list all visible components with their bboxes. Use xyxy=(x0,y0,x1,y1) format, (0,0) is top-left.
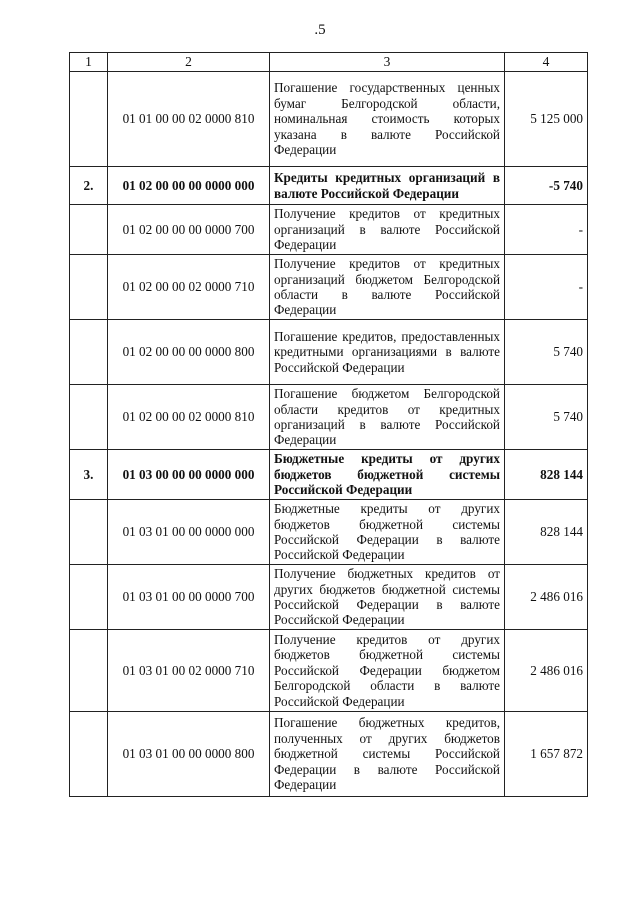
budget-code: 01 01 00 00 02 0000 810 xyxy=(108,72,270,167)
row-number xyxy=(70,630,108,712)
row-number xyxy=(70,205,108,255)
budget-code: 01 02 00 00 00 0000 000 xyxy=(108,167,270,205)
row-description: Получение кредитов от других бюджетов бюджетной системы Российской Федерации бюджетом Белгородской области в валюте Российской Федерации xyxy=(270,630,505,712)
budget-code: 01 03 01 00 00 0000 800 xyxy=(108,712,270,797)
row-number xyxy=(70,72,108,167)
row-amount: 2 486 016 xyxy=(505,630,588,712)
row-number xyxy=(70,320,108,385)
row-description: Погашение бюджетных кредитов, полученных от других бюджетов бюджетной системы Российской Федерации в валюте Российской Федерации xyxy=(270,712,505,797)
budget-code: 01 03 01 00 02 0000 710 xyxy=(108,630,270,712)
table-row xyxy=(70,385,588,450)
row-description: Погашение государственных ценных бумаг Белгородской области, номинальная стоимость которых указана в валюте Российской Федерации xyxy=(270,72,505,167)
table-row xyxy=(70,320,588,385)
column-header-4: 4 xyxy=(505,53,588,72)
row-amount: 5 740 xyxy=(505,385,588,450)
row-number xyxy=(70,712,108,797)
row-amount: 828 144 xyxy=(505,450,588,500)
budget-code: 01 02 00 00 00 0000 700 xyxy=(108,205,270,255)
page-number: .5 xyxy=(314,22,326,38)
row-number: 2. xyxy=(70,167,108,205)
row-number xyxy=(70,255,108,320)
row-description: Кредиты кредитных организаций в валюте Российской Федерации xyxy=(270,167,505,205)
budget-code: 01 02 00 00 00 0000 800 xyxy=(108,320,270,385)
budget-code: 01 03 01 00 00 0000 000 xyxy=(108,500,270,565)
table-row xyxy=(70,205,588,255)
row-description: Бюджетные кредиты от других бюджетов бюджетной системы Российской Федерации в валюте Российской Федерации xyxy=(270,500,505,565)
column-header-1: 1 xyxy=(70,53,108,72)
table-row xyxy=(70,167,588,205)
row-description: Бюджетные кредиты от других бюджетов бюджетной системы Российской Федерации xyxy=(270,450,505,500)
table-row xyxy=(70,565,588,630)
table-row xyxy=(70,500,588,565)
row-amount: 5 125 000 xyxy=(505,72,588,167)
row-number xyxy=(70,385,108,450)
row-description: Получение кредитов от кредитных организаций бюджетом Белгородской области в валюте Российской Федерации xyxy=(270,255,505,320)
row-description: Получение бюджетных кредитов от других бюджетов бюджетной системы Российской Федерации в валюте Российской Федерации xyxy=(270,565,505,630)
row-amount: 828 144 xyxy=(505,500,588,565)
row-number xyxy=(70,500,108,565)
row-amount: - xyxy=(505,205,588,255)
table-row xyxy=(70,72,588,167)
table-row xyxy=(70,630,588,712)
budget-code: 01 03 00 00 00 0000 000 xyxy=(108,450,270,500)
table-row xyxy=(70,712,588,797)
budget-code: 01 03 01 00 00 0000 700 xyxy=(108,565,270,630)
budget-sources-table xyxy=(69,52,588,797)
row-description: Погашение бюджетом Белгородской области кредитов от кредитных организаций в валюте Российской Федерации xyxy=(270,385,505,450)
budget-code: 01 02 00 00 02 0000 810 xyxy=(108,385,270,450)
column-header-3: 3 xyxy=(270,53,505,72)
table-row xyxy=(70,450,588,500)
row-amount: 1 657 872 xyxy=(505,712,588,797)
row-number xyxy=(70,565,108,630)
table-row xyxy=(70,255,588,320)
row-amount: - xyxy=(505,255,588,320)
row-description: Получение кредитов от кредитных организаций в валюте Российской Федерации xyxy=(270,205,505,255)
row-description: Погашение кредитов, предоставленных кредитными организациями в валюте Российской Федерации xyxy=(270,320,505,385)
row-number: 3. xyxy=(70,450,108,500)
budget-code: 01 02 00 00 02 0000 710 xyxy=(108,255,270,320)
row-amount: 2 486 016 xyxy=(505,565,588,630)
row-amount: 5 740 xyxy=(505,320,588,385)
row-amount: -5 740 xyxy=(505,167,588,205)
table-header-row xyxy=(70,53,588,72)
column-header-2: 2 xyxy=(108,53,270,72)
